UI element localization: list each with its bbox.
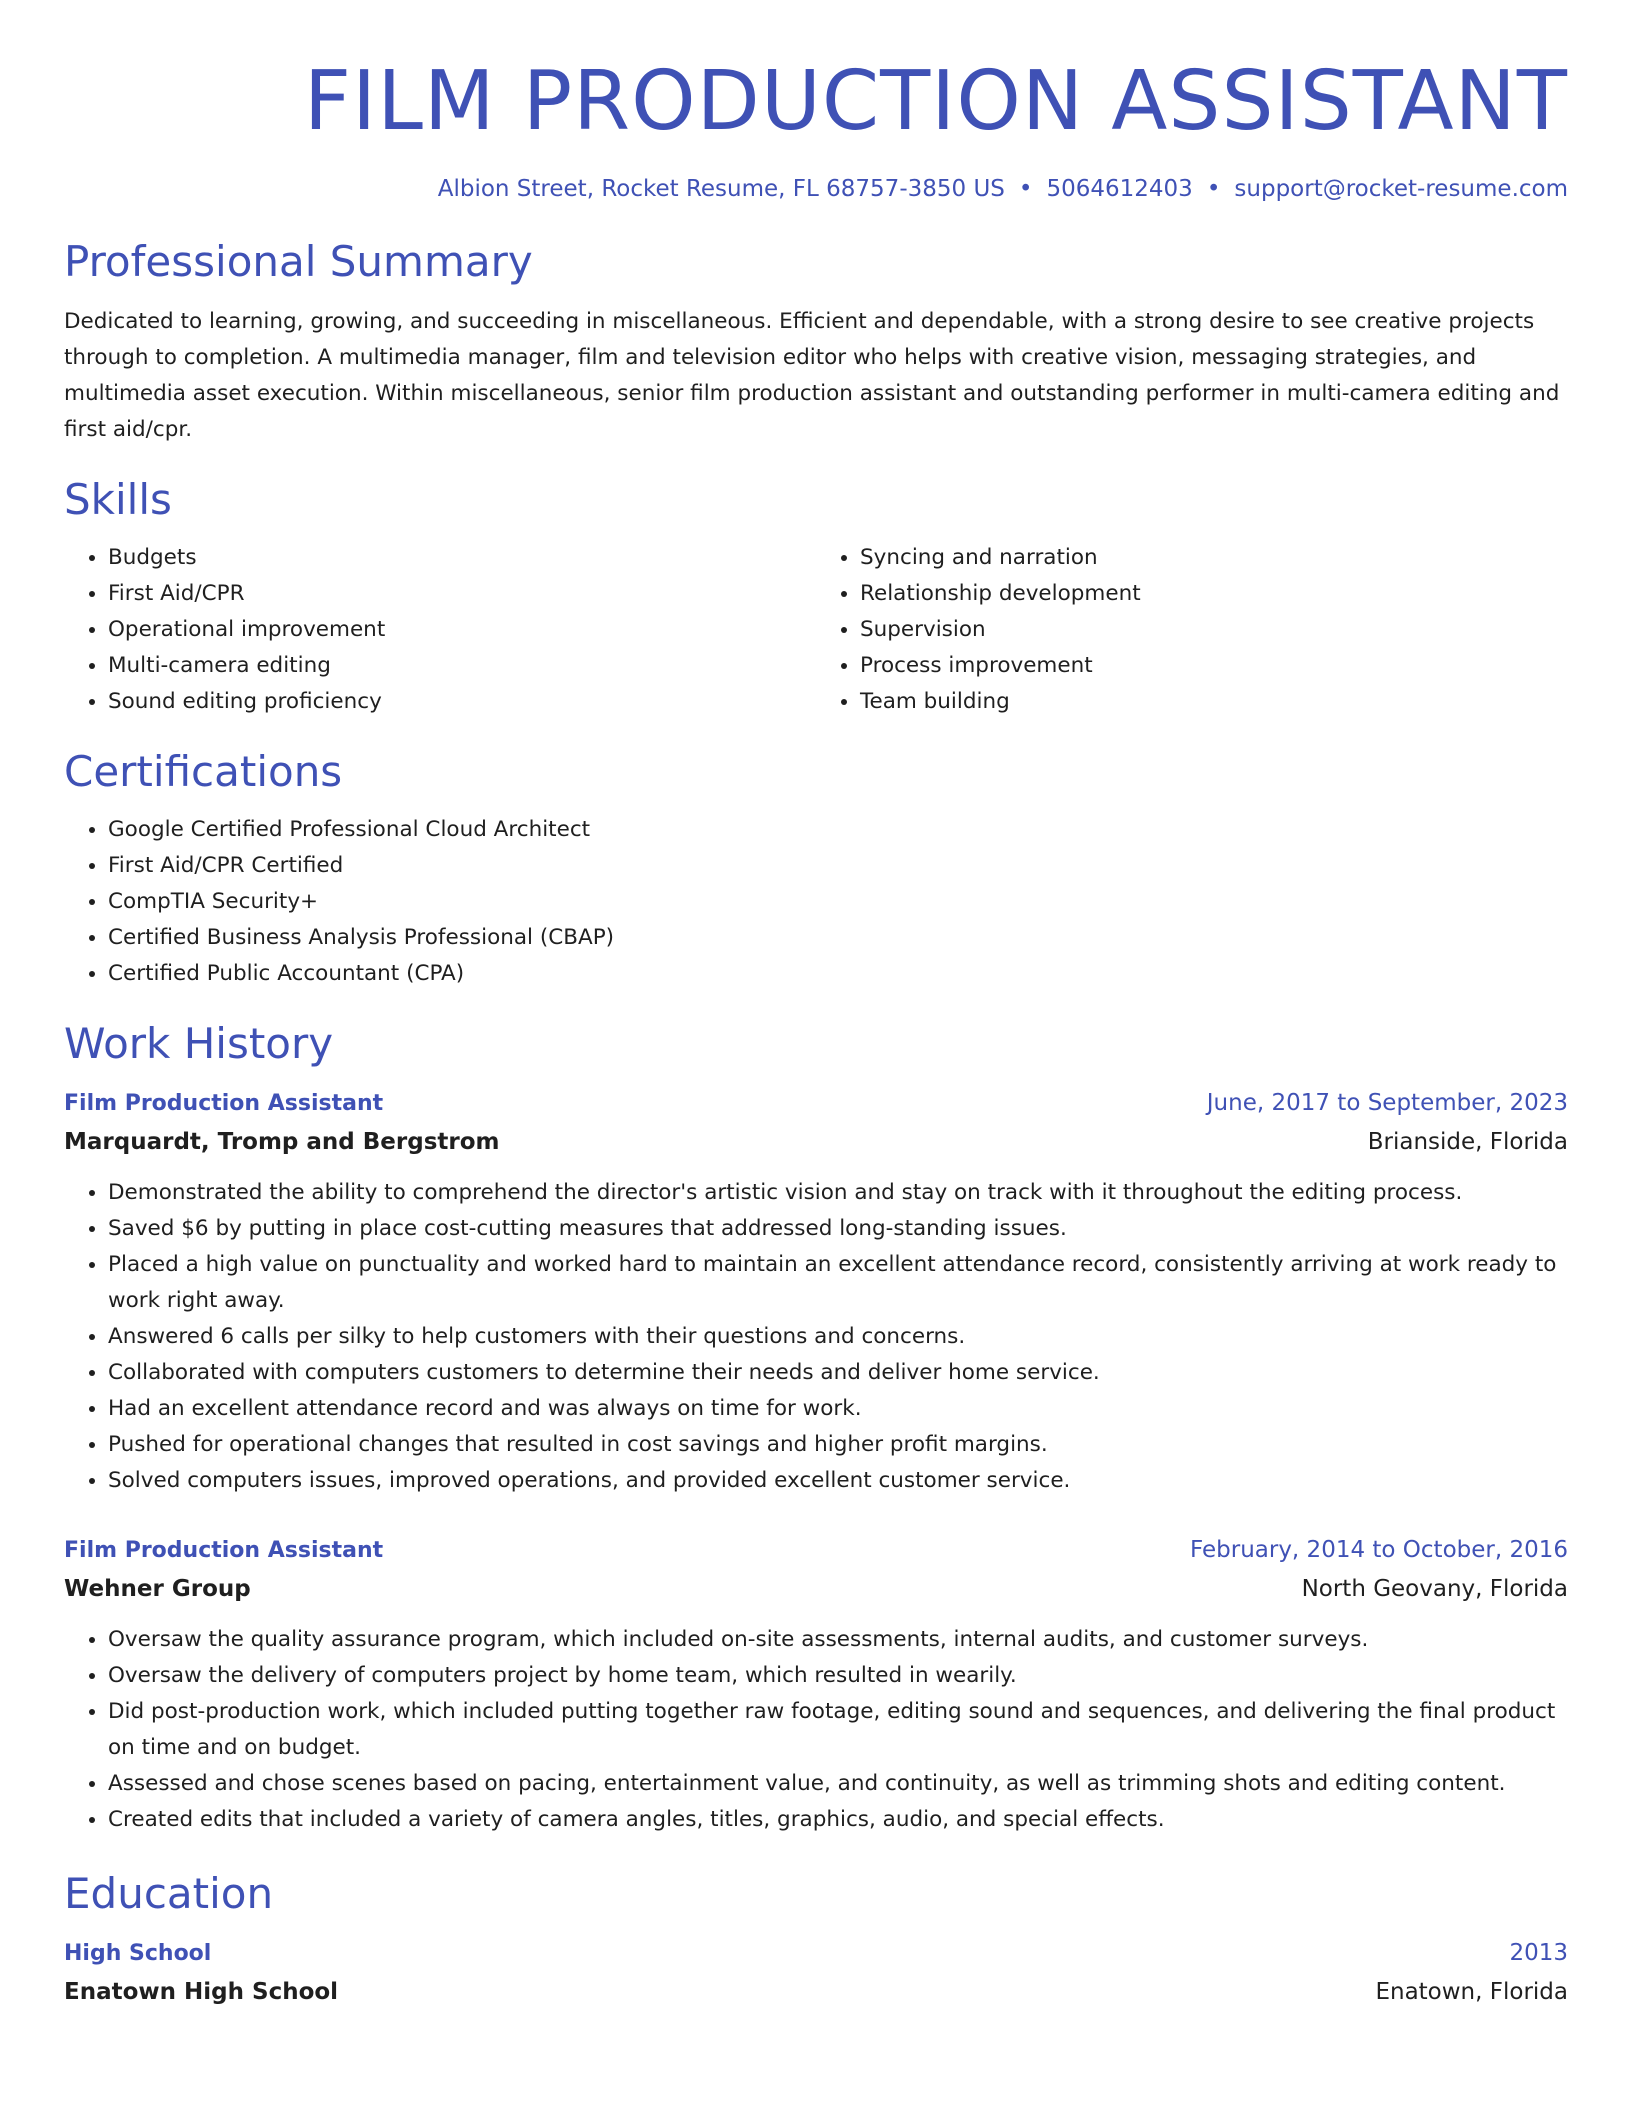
job-dates: February, 2014 to October, 2016	[1190, 1537, 1568, 1563]
skill-item: • Budgets	[108, 540, 816, 576]
contact-email: support@rocket-resume.com	[1234, 176, 1568, 202]
skill-item: • Sound editing proficiency	[108, 684, 816, 720]
contact-phone: 5064612403	[1046, 176, 1193, 202]
resume-header	[64, 0, 1568, 206]
job-bullet: • Assessed and chose scenes based on pacing, entertainment value, and continuity, as well as trimming shots and editing content.	[108, 1766, 1568, 1802]
contact-separator: •	[1206, 176, 1221, 202]
skills-section	[64, 472, 1568, 720]
education-degree: High School	[64, 1941, 212, 1966]
education-entry	[64, 1934, 1568, 2011]
work-history-section	[64, 1016, 1568, 1838]
certification-item: • CompTIA Security+	[108, 884, 1568, 920]
skills-list-left	[64, 540, 816, 720]
skill-item: • Multi-camera editing	[108, 648, 816, 684]
job-bullets	[64, 1622, 1568, 1838]
job-bullet: • Oversaw the quality assurance program, which included on-site assessments, internal audits, and customer surveys.	[108, 1622, 1568, 1658]
job-entry	[64, 1084, 1568, 1499]
certifications-list	[64, 812, 1568, 992]
certifications-section	[64, 744, 1568, 992]
job-bullet: • Oversaw the delivery of computers project by home team, which resulted in wearily.	[108, 1658, 1568, 1694]
job-bullet: • Placed a high value on punctuality and worked hard to maintain an excellent attendance record, consistently arriving at work ready to work right away.	[108, 1247, 1568, 1319]
job-bullet: • Had an excellent attendance record and was always on time for work.	[108, 1391, 1568, 1427]
job-bullet: • Did post-production work, which included putting together raw footage, editing sound and sequences, and delivering the final product on time and on budget.	[108, 1694, 1568, 1766]
skill-item: • Supervision	[860, 612, 1568, 648]
education-subheader	[64, 1973, 1568, 2011]
summary-text: Dedicated to learning, growing, and succeeding in miscellaneous. Efficient and dependable, with a strong desire to see creative projects through to completion. A multimedia manager, film and television editor who helps with creative vision, messaging strategies, and multimedia asset execution. Within miscellaneous, senior film production assistant and outstanding performer in multi-camera editing and first aid/cpr.	[64, 309, 1560, 442]
section-title-summary: Professional Summary	[64, 237, 533, 286]
certification-item: • Certified Business Analysis Professional (CBAP)	[108, 920, 1568, 956]
job-title: Film Production Assistant	[64, 1091, 384, 1116]
skills-list-right	[816, 540, 1568, 720]
education-year: 2013	[1509, 1940, 1568, 1966]
job-bullet: • Created edits that included a variety of camera angles, titles, graphics, audio, and special effects.	[108, 1802, 1568, 1838]
job-bullet: • Demonstrated the ability to comprehend the director's artistic vision and stay on track with it throughout the editing process.	[108, 1175, 1568, 1211]
education-location: Enatown, Florida	[1375, 1979, 1568, 2005]
section-title-skills: Skills	[64, 475, 172, 524]
job-header	[64, 1531, 1568, 1570]
skills-grid	[64, 540, 1568, 720]
job-header	[64, 1084, 1568, 1123]
education-section	[64, 1866, 1568, 2011]
job-company: Wehner Group	[64, 1576, 251, 1602]
job-bullet: • Answered 6 calls per silky to help customers with their questions and concerns.	[108, 1319, 1568, 1355]
job-dates: June, 2017 to September, 2023	[1206, 1090, 1568, 1116]
job-bullet: • Solved computers issues, improved operations, and provided excellent customer service.	[108, 1463, 1568, 1499]
skill-item: • Relationship development	[860, 576, 1568, 612]
section-title-certifications: Certifications	[64, 747, 343, 796]
contact-line	[64, 172, 1568, 206]
job-title: Film Production Assistant	[64, 1538, 384, 1563]
skill-item: • Process improvement	[860, 648, 1568, 684]
education-header	[64, 1934, 1568, 1973]
resume-title: FILM PRODUCTION ASSISTANT	[303, 54, 1568, 149]
job-company: Marquardt, Tromp and Bergstrom	[64, 1129, 500, 1155]
job-bullets	[64, 1175, 1568, 1499]
skill-item: • Syncing and narration	[860, 540, 1568, 576]
section-title-education: Education	[64, 1869, 274, 1918]
job-subheader	[64, 1123, 1568, 1161]
skill-item: • Operational improvement	[108, 612, 816, 648]
job-location: North Geovany, Florida	[1301, 1576, 1568, 1602]
summary-section	[64, 234, 1568, 448]
job-bullet: • Pushed for operational changes that resulted in cost savings and higher profit margins.	[108, 1427, 1568, 1463]
certification-item: • Google Certified Professional Cloud Architect	[108, 812, 1568, 848]
certification-item: • Certified Public Accountant (CPA)	[108, 956, 1568, 992]
education-school: Enatown High School	[64, 1979, 339, 2005]
job-subheader	[64, 1570, 1568, 1608]
job-bullet: • Collaborated with computers customers to determine their needs and deliver home service.	[108, 1355, 1568, 1391]
job-entry	[64, 1531, 1568, 1838]
job-bullet: • Saved $6 by putting in place cost-cutting measures that addressed long-standing issues.	[108, 1211, 1568, 1247]
skill-item: • First Aid/CPR	[108, 576, 816, 612]
skill-item: • Team building	[860, 684, 1568, 720]
contact-address: Albion Street, Rocket Resume, FL 68757-3850 US	[437, 176, 1005, 202]
section-title-work-history: Work History	[64, 1019, 334, 1068]
job-location: Brianside, Florida	[1367, 1129, 1568, 1155]
contact-separator: •	[1018, 176, 1033, 202]
certification-item: • First Aid/CPR Certified	[108, 848, 1568, 884]
